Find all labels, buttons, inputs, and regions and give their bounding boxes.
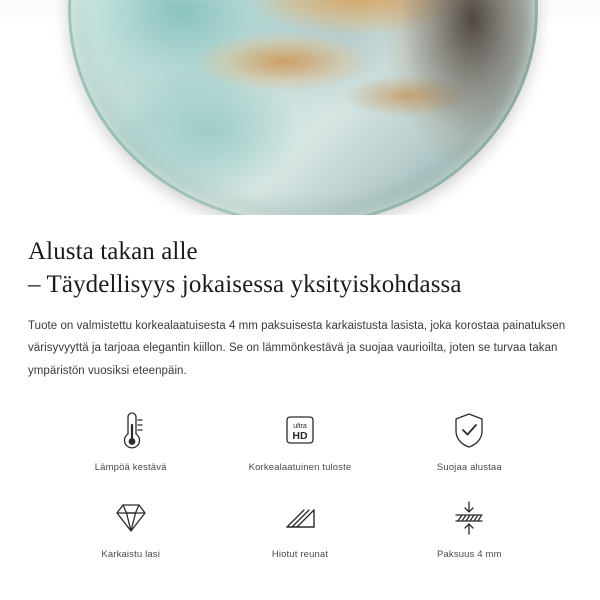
shield-check-icon: [449, 408, 489, 454]
feature-label: Karkaistu lasi: [101, 549, 160, 561]
feature-label: Suojaa alustaa: [436, 462, 502, 474]
content-section: [0, 215, 600, 560]
feature-label: Lämpöä kestävä: [94, 462, 167, 474]
feature-item-thickness: [385, 495, 554, 560]
ultra-hd-icon: [279, 408, 321, 454]
feature-grid: [28, 408, 572, 560]
headline-line-2: – Täydellisyys jokaisessa yksityiskohdassa: [28, 271, 462, 298]
feature-item-print-quality: [215, 408, 384, 473]
feature-label: Paksuus 4 mm: [437, 549, 502, 561]
thermometer-icon: [111, 408, 151, 454]
feature-item-surface-protection: [385, 408, 554, 473]
feature-item-heat-resistant: [46, 408, 215, 473]
headline-line-1: Alusta takan alle: [28, 238, 198, 265]
svg-text:HD: HD: [292, 430, 308, 443]
page-title: [28, 235, 572, 301]
feature-item-tempered-glass: [46, 495, 215, 560]
feature-label: Korkealaatuinen tuloste: [248, 462, 352, 474]
polished-edges-icon: [278, 495, 322, 541]
svg-text:ultra: ultra: [293, 423, 307, 431]
thickness-arrows-icon: [447, 495, 491, 541]
description-paragraph: Tuote on valmistettu korkealaatuisesta 4 mm paksuisesta karkaistusta lasista, joka korostaa painatuksen värisyvyyttä ja tarjoaa elegantin kiillon. Se on lämmönkestävä ja suojaa vaurioilta, joten se turvaa takan ympäristön vuosiksi eteenpäin.: [28, 320, 566, 377]
hero-image: [0, 0, 600, 215]
feature-item-polished-edges: [215, 495, 384, 560]
diamond-icon: [109, 495, 153, 541]
feature-label: Hiotut reunat: [271, 549, 329, 561]
